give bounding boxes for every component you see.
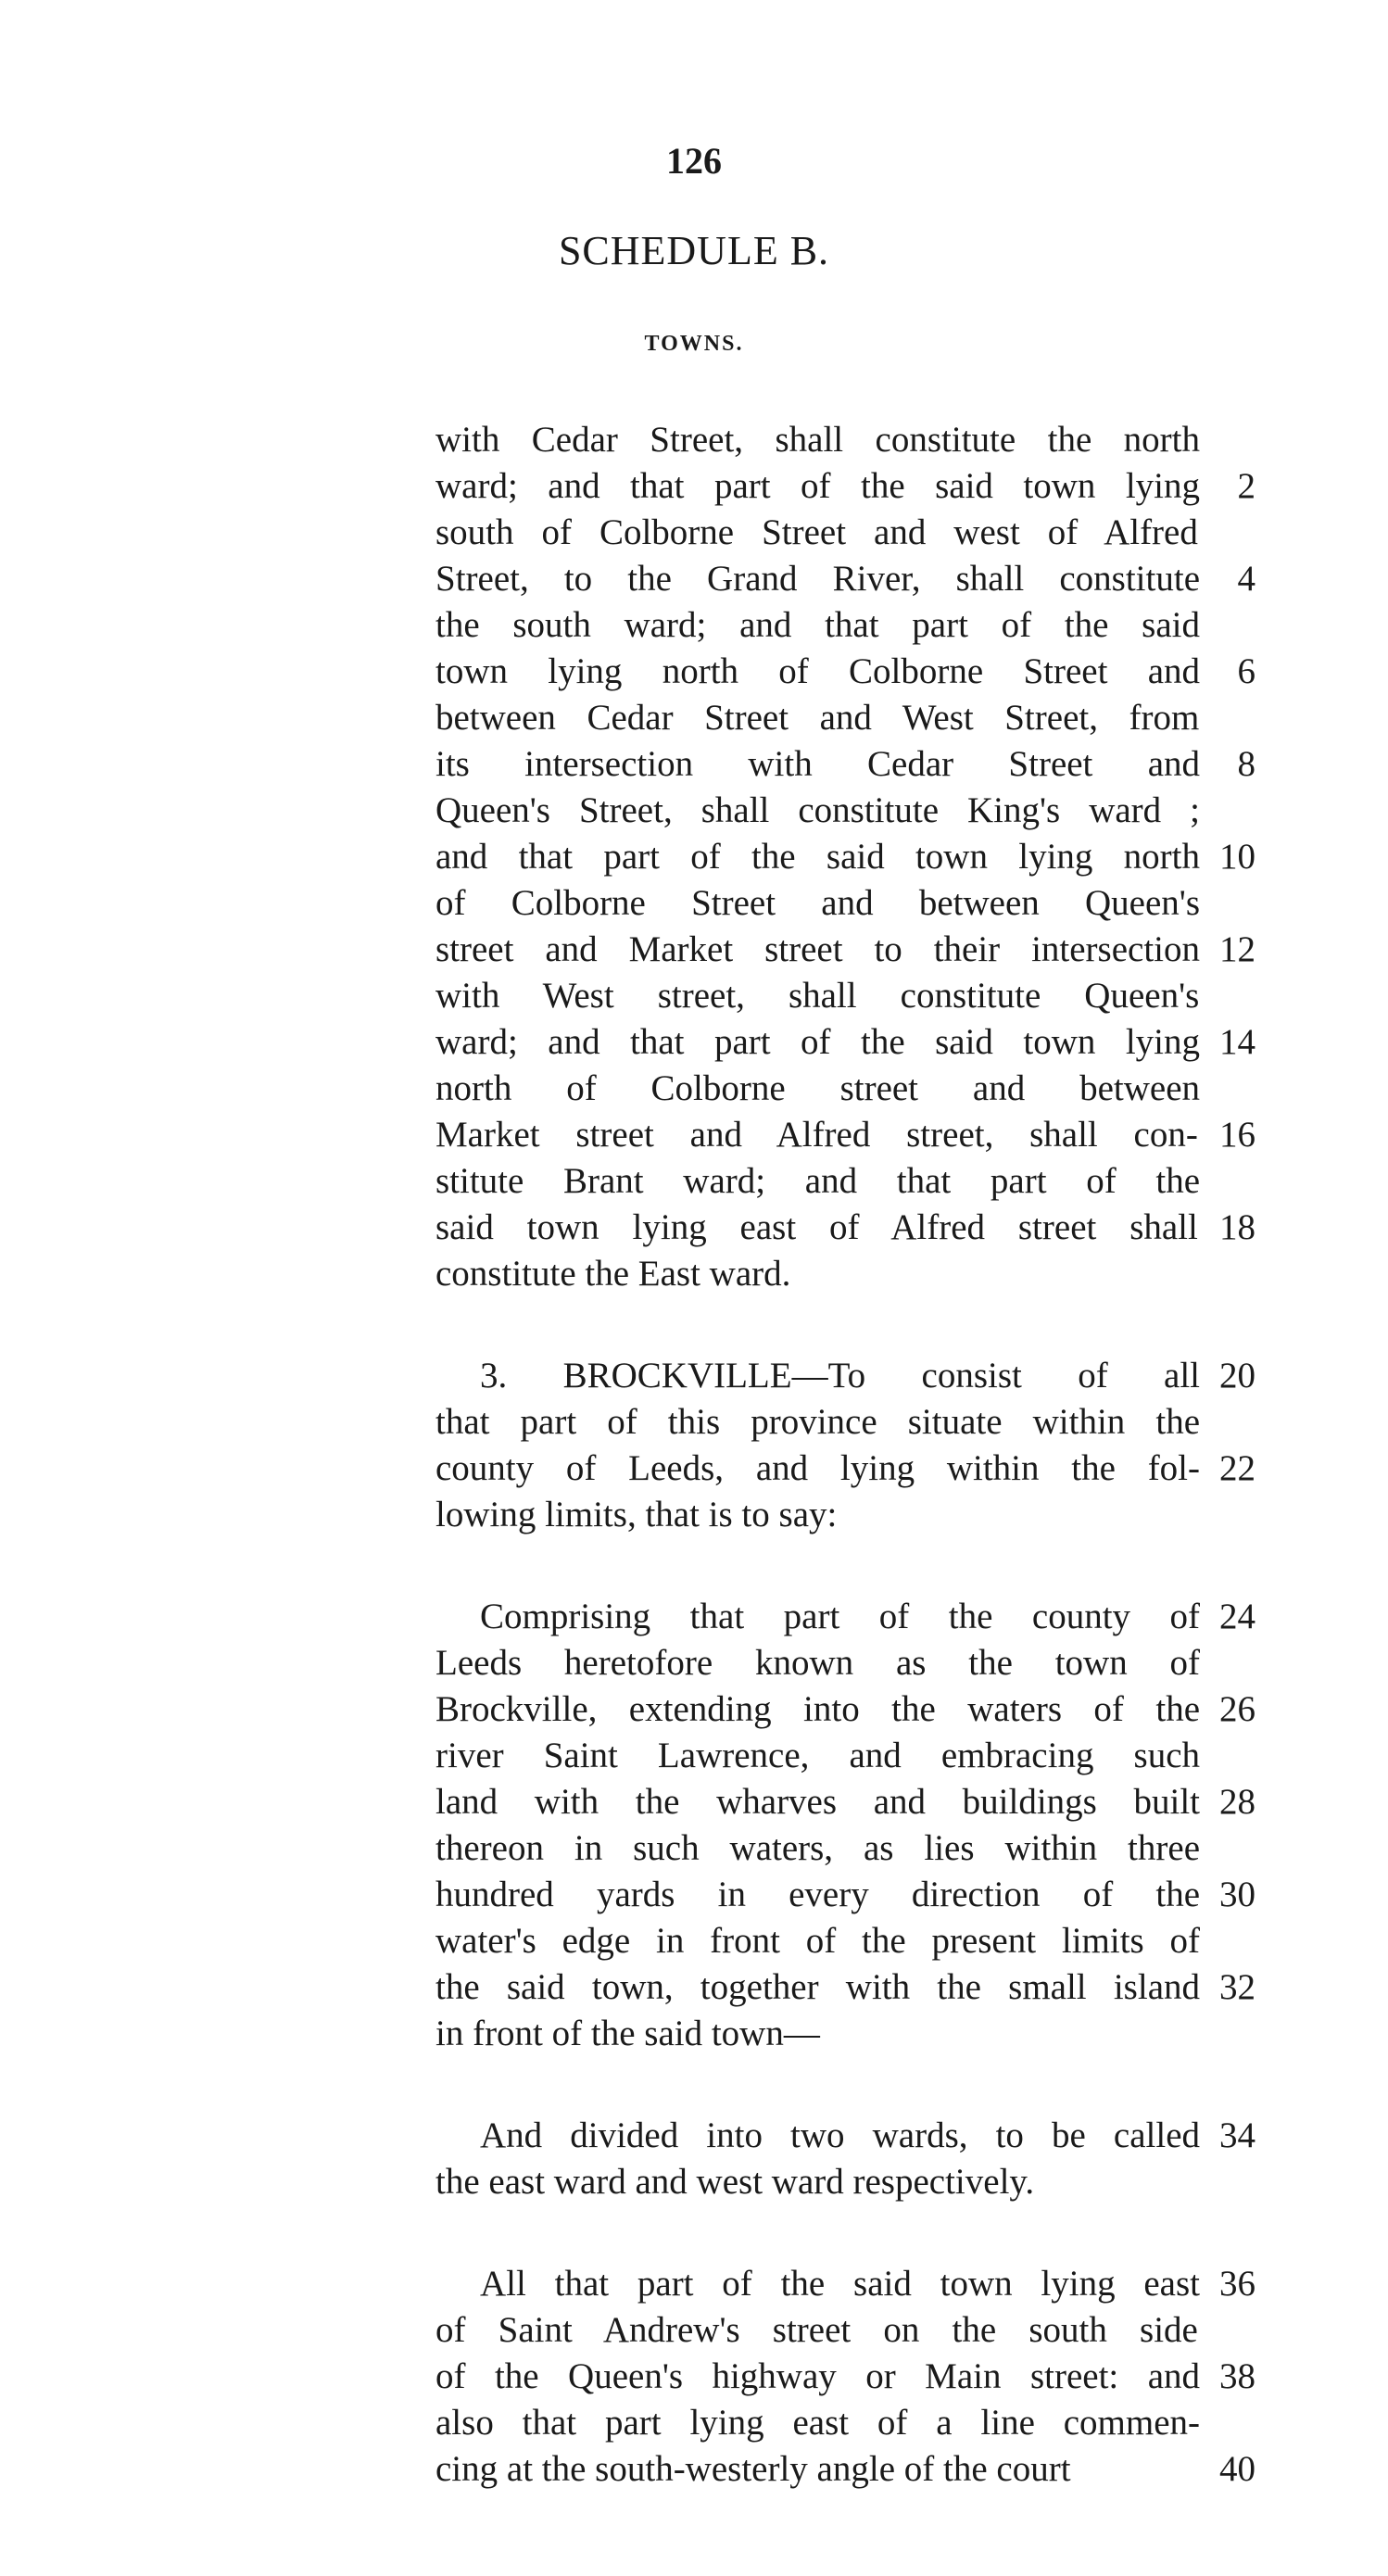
line-text: and that part of the said town lying north	[435, 837, 1200, 877]
line-text: 3. BROCKVILLE—To consist of all	[480, 1356, 1200, 1395]
text-line	[435, 1446, 1256, 1492]
line-text: ward; and that part of the said town lying	[435, 1022, 1200, 1062]
text-line	[435, 1825, 1256, 1872]
text-line	[435, 1492, 1256, 1538]
line-number: 4	[1237, 559, 1256, 599]
text-line	[435, 463, 1256, 510]
line-text: cing at the south-westerly angle of the court	[435, 2449, 1071, 2489]
text-line	[435, 1066, 1256, 1112]
text-line	[435, 1594, 1256, 1640]
line-text: that part of this province situate within the	[435, 1402, 1200, 1442]
line-number: 36	[1219, 2264, 1256, 2304]
line-number: 12	[1219, 929, 1256, 969]
text-line	[435, 1019, 1256, 1066]
line-text: the east ward and west ward respectively.	[435, 2162, 1035, 2202]
text-line	[435, 1640, 1256, 1686]
line-text: south of Colborne Street and west of Alfred	[435, 512, 1198, 552]
line-number: 38	[1219, 2356, 1256, 2396]
text-line	[435, 695, 1256, 741]
line-text: with West street, shall constitute Queen's	[435, 976, 1200, 1016]
line-text: of Saint Andrew's street on the south side	[435, 2310, 1198, 2350]
line-text: constitute the East ward.	[435, 1254, 791, 1294]
text-line	[435, 1399, 1256, 1446]
line-text: All that part of the said town lying east	[480, 2264, 1200, 2304]
line-number: 16	[1219, 1115, 1256, 1155]
text-line	[435, 510, 1256, 556]
line-number: 22	[1219, 1448, 1256, 1488]
line-number: 28	[1219, 1782, 1256, 1822]
line-text: land with the wharves and buildings built	[435, 1782, 1200, 1822]
line-number: 14	[1219, 1022, 1256, 1062]
text-line	[435, 741, 1256, 788]
line-number: 18	[1219, 1207, 1256, 1247]
schedule-title: SCHEDULE B.	[558, 228, 830, 273]
line-number: 10	[1219, 837, 1256, 877]
text-line	[435, 2159, 1256, 2205]
line-number: 24	[1219, 1597, 1256, 1636]
text-line	[435, 2354, 1256, 2400]
line-text: thereon in such waters, as lies within three	[435, 1828, 1200, 1868]
text-line	[435, 556, 1256, 602]
line-text: Leeds heretofore known as the town of	[435, 1643, 1200, 1683]
text-line	[435, 788, 1256, 834]
line-text: the said town, together with the small island	[435, 1967, 1200, 2007]
text-line	[435, 2011, 1256, 2057]
text-line	[435, 1112, 1256, 1158]
text-line	[435, 1733, 1256, 1779]
text-line	[435, 1872, 1256, 1918]
text-line	[435, 973, 1256, 1019]
text-line	[435, 417, 1256, 463]
line-text: said town lying east of Alfred street shall	[435, 1207, 1198, 1247]
text-line	[435, 1686, 1256, 1733]
line-text: between Cedar Street and West Street, from	[435, 698, 1200, 738]
line-text: And divided into two wards, to be called	[480, 2115, 1200, 2155]
line-text: also that part lying east of a line commen-	[435, 2403, 1200, 2443]
text-line	[435, 1353, 1256, 1399]
line-text: its intersection with Cedar Street and	[435, 744, 1200, 784]
text-line	[435, 1964, 1256, 2011]
line-number: 32	[1219, 1967, 1256, 2007]
line-number: 2	[1237, 466, 1256, 506]
text-line	[435, 2446, 1256, 2493]
line-text: water's edge in front of the present limits of	[435, 1921, 1200, 1961]
text-line	[435, 1251, 1256, 1297]
line-text: lowing limits, that is to say:	[435, 1495, 838, 1534]
line-number: 8	[1237, 744, 1256, 784]
text-line	[435, 2400, 1256, 2446]
text-line	[435, 1158, 1256, 1205]
line-text: Queen's Street, shall constitute King's ward ;	[435, 790, 1200, 830]
text-line	[435, 649, 1256, 695]
text-line	[435, 834, 1256, 880]
section-subtitle: TOWNS.	[644, 332, 744, 356]
line-text: of the Queen's highway or Main street: and	[435, 2356, 1200, 2396]
line-number: 6	[1237, 651, 1256, 691]
line-text: north of Colborne street and between	[435, 1068, 1200, 1108]
line-text: Street, to the Grand River, shall constitute	[435, 559, 1200, 599]
text-line	[435, 1205, 1256, 1251]
page-number: 126	[666, 140, 722, 182]
line-text: of Colborne Street and between Queen's	[435, 883, 1200, 923]
text-line	[435, 880, 1256, 927]
line-text: Market street and Alfred street, shall con-	[435, 1115, 1198, 1155]
text-line	[435, 2261, 1256, 2307]
line-text: the south ward; and that part of the said	[435, 605, 1200, 645]
line-text: street and Market street to their intersection	[435, 929, 1200, 969]
line-text: ward; and that part of the said town lying	[435, 466, 1200, 506]
line-text: stitute Brant ward; and that part of the	[435, 1161, 1200, 1201]
text-line	[435, 2113, 1256, 2159]
line-number: 30	[1219, 1875, 1256, 1914]
line-text: Comprising that part of the county of	[480, 1597, 1200, 1636]
line-text: hundred yards in every direction of the	[435, 1875, 1200, 1914]
text-line	[435, 2307, 1256, 2354]
text-line	[435, 927, 1256, 973]
line-text: town lying north of Colborne Street and	[435, 651, 1200, 691]
text-line	[435, 1779, 1256, 1825]
line-number: 26	[1219, 1689, 1256, 1729]
text-line	[435, 1918, 1256, 1964]
line-number: 40	[1219, 2449, 1256, 2489]
line-text: in front of the said town—	[435, 2014, 820, 2053]
line-text: county of Leeds, and lying within the fol-	[435, 1448, 1200, 1488]
line-text: with Cedar Street, shall constitute the north	[435, 420, 1200, 460]
line-text: river Saint Lawrence, and embracing such	[435, 1736, 1200, 1775]
line-number: 34	[1219, 2115, 1256, 2155]
line-number: 20	[1219, 1356, 1256, 1395]
line-text: Brockville, extending into the waters of the	[435, 1689, 1200, 1729]
text-line	[435, 602, 1256, 649]
